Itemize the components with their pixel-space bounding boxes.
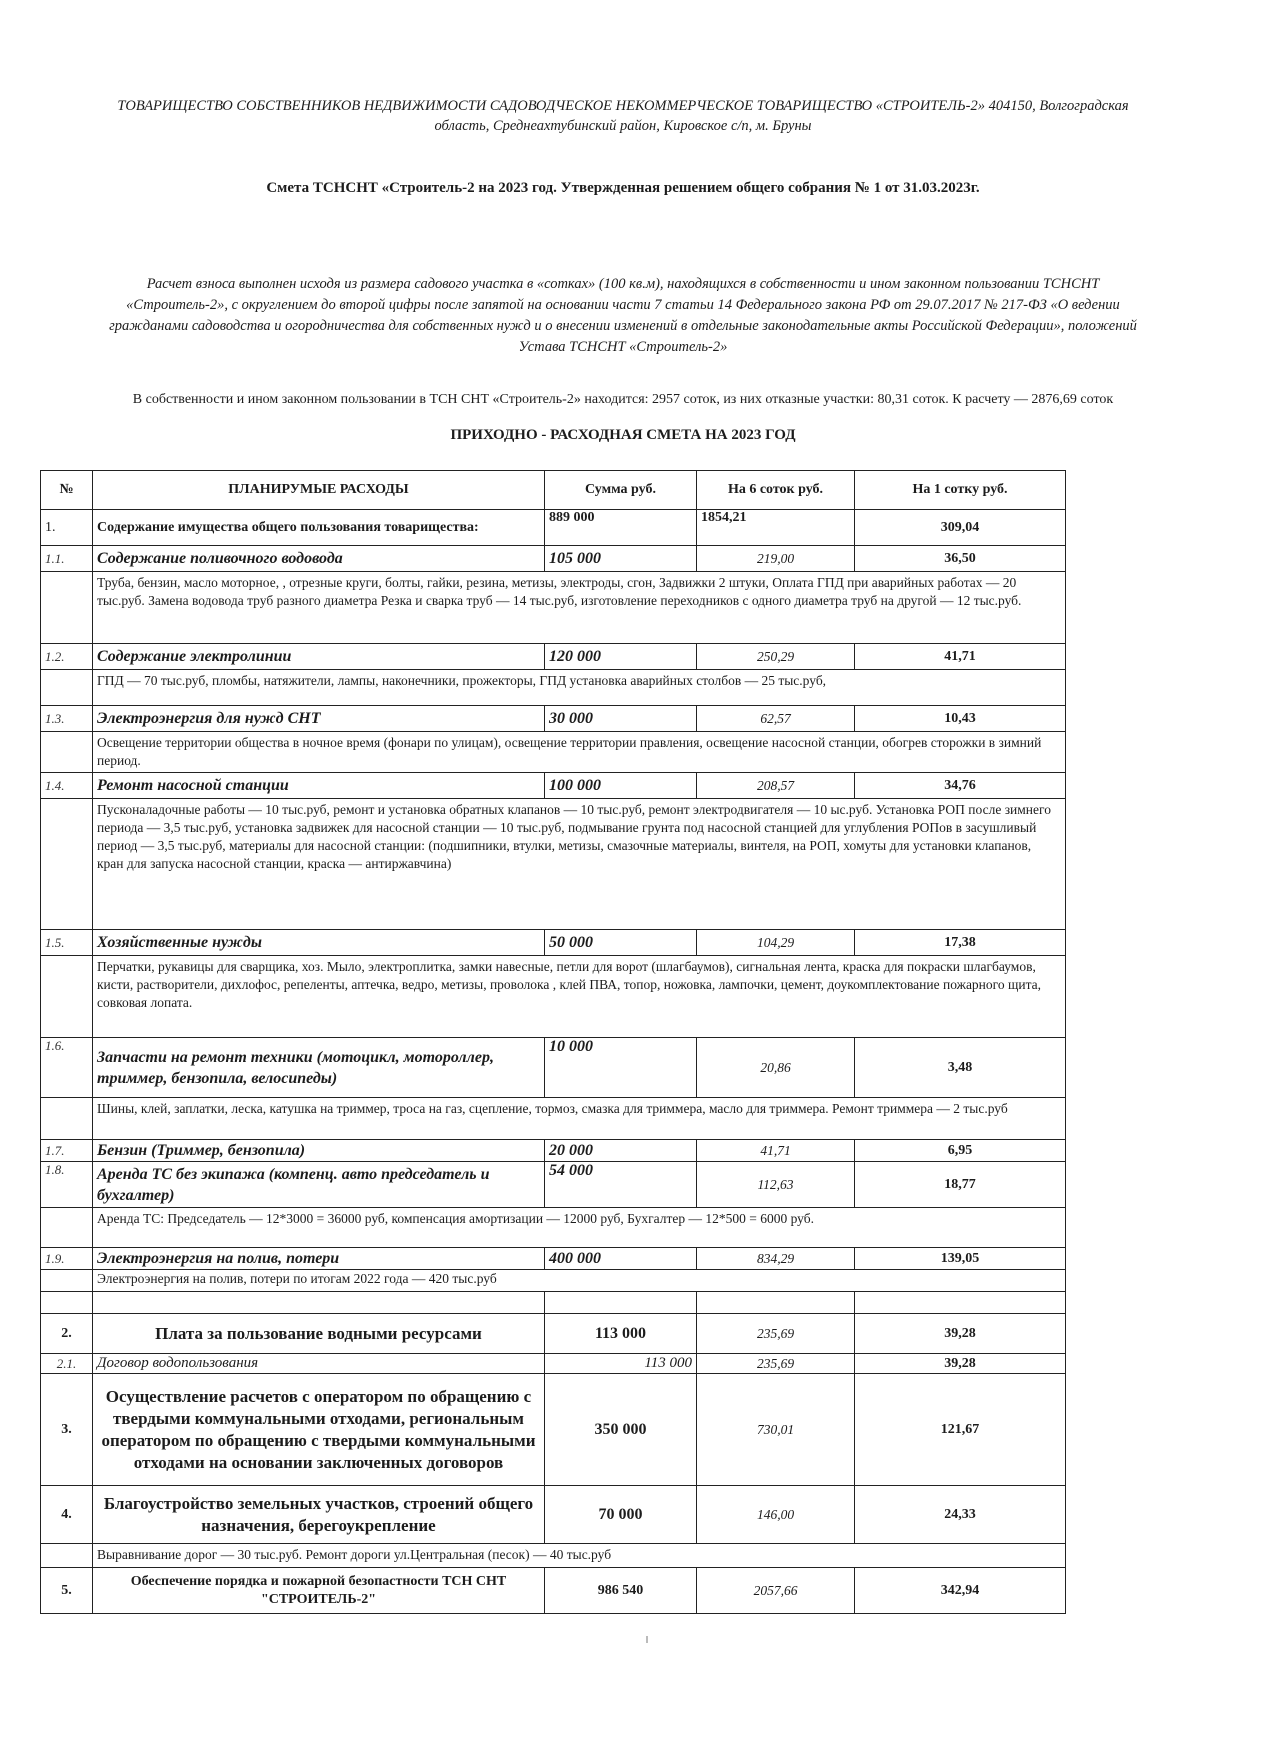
row-num: 2.: [41, 1314, 93, 1354]
row-num: 1.5.: [41, 930, 93, 956]
table-row: [41, 1486, 1066, 1544]
row-title: Электроэнергия для нужд СНТ: [93, 706, 545, 732]
row-per-1: 17,38: [855, 930, 1066, 956]
organization-header: [48, 96, 1198, 136]
row-title: Аренда ТС без экипажа (компенц. авто председатель и бухгалтер): [93, 1162, 545, 1208]
row-description: Пусконаладочные работы — 10 тыс.руб, ремонт и установка обратных клапанов — 10 тыс.руб, ремонт электродвигателя — 10 ыс.руб. Установка РОП после зимнего периода — 3,5 тыс.руб, установка задвижек для насосной станции — 10 тыс.руб, подмывание грунта под насосной станцией для углубления РОПов в засушливый период — 3,5 тыс.руб, материалы для насосной станции: (подшипники, втулки, метизы, смазочные материалы, винтеля, на РОП, хомуты для установки клапанов, кран для запуска насосной станции, краска — антиржавчина): [93, 799, 1066, 930]
row-description: ГПД — 70 тыс.руб, пломбы, натяжители, лампы, наконечники, прожекторы, ГПД установка аварийных столбов — 25 тыс.руб,: [93, 670, 1066, 706]
table-row: [41, 1162, 1066, 1208]
row-num: 1.6.: [41, 1038, 93, 1098]
row-num: 1.: [41, 510, 93, 546]
row-per-1: 39,28: [855, 1354, 1066, 1374]
row-num: 2.1.: [41, 1354, 93, 1374]
table-row-description: [41, 732, 1066, 773]
calculation-note: [48, 274, 1198, 358]
table-row: [41, 1354, 1066, 1374]
budget-table: [40, 470, 1066, 1614]
row-title: Благоустройство земельных участков, строений общего назначения, берегоукрепление: [93, 1486, 545, 1544]
row-sum: 30 000: [545, 706, 697, 732]
row-per-6: 250,29: [697, 644, 855, 670]
table-row: [41, 1374, 1066, 1486]
row-per-6: 2057,66: [697, 1568, 855, 1614]
row-sum: 70 000: [545, 1486, 697, 1544]
row-description: Освещение территории общества в ночное время (фонари по улицам), освещение территории правления, освещение насосной станции, обогрев сторожки в зимний период.: [93, 732, 1066, 773]
row-num: 3.: [41, 1374, 93, 1486]
row-num: 1.9.: [41, 1248, 93, 1270]
table-row-description: [41, 1098, 1066, 1140]
row-per-1: 41,71: [855, 644, 1066, 670]
table-header-row: [41, 471, 1066, 510]
table-row-description: [41, 1208, 1066, 1248]
table-row-description: [41, 1270, 1066, 1292]
row-per-1: 24,33: [855, 1486, 1066, 1544]
row-num: 1.7.: [41, 1140, 93, 1162]
row-sum: 54 000: [545, 1162, 697, 1208]
row-num: 5.: [41, 1568, 93, 1614]
row-title: Бензин (Триммер, бензопила): [93, 1140, 545, 1162]
row-per-1: 121,67: [855, 1374, 1066, 1486]
row-per-1: 18,77: [855, 1162, 1066, 1208]
row-per-1: 342,94: [855, 1568, 1066, 1614]
row-per-6: 235,69: [697, 1354, 855, 1374]
row-per-6: 208,57: [697, 773, 855, 799]
row-title: Содержание электролинии: [93, 644, 545, 670]
row-per-1: 3,48: [855, 1038, 1066, 1098]
row-description: Труба, бензин, масло моторное, , отрезные круги, болты, гайки, резина, метизы, электроды, сгон, Задвижки 2 штуки, Оплата ГПД при аварийных работах — 20 тыс.руб. Замена водовода труб разного диаметра Резка и сварка труб — 14 тыс.руб, изготовление переходников с одного диаметра труб на другой — 12 тыс.руб.: [93, 572, 1066, 644]
row-per-6: 235,69: [697, 1314, 855, 1354]
row-sum: 10 000: [545, 1038, 697, 1098]
row-per-6: 41,71: [697, 1140, 855, 1162]
header-sum: Сумма руб.: [545, 471, 697, 510]
table-row-description: [41, 956, 1066, 1038]
table-row: [41, 773, 1066, 799]
row-sum: 100 000: [545, 773, 697, 799]
row-description: Аренда ТС: Председатель — 12*3000 = 36000 руб, компенсация амортизации — 12000 руб, Бухгалтер — 12*500 = 6000 руб.: [93, 1208, 1066, 1248]
row-description: Электроэнергия на полив, потери по итогам 2022 года — 420 тыс.руб: [93, 1270, 1066, 1292]
budget-title: ПРИХОДНО - РАСХОДНАЯ СМЕТА НА 2023 ГОД: [450, 427, 796, 443]
table-row-description: [41, 1544, 1066, 1568]
row-per-1: 39,28: [855, 1314, 1066, 1354]
row-sum: 889 000: [545, 510, 697, 546]
table-row: [41, 1038, 1066, 1098]
row-sum: 113 000: [545, 1314, 697, 1354]
table-row-description: [41, 670, 1066, 706]
table-row: [41, 510, 1066, 546]
row-per-6: 62,57: [697, 706, 855, 732]
row-per-6: 20,86: [697, 1038, 855, 1098]
table-row: [41, 546, 1066, 572]
row-per-1: 6,95: [855, 1140, 1066, 1162]
table-row-description: [41, 799, 1066, 930]
row-title: Осуществление расчетов с оператором по обращению с твердыми коммунальными отходами, региональным оператором по обращению с твердыми коммунальными отходами на основании заключенных договоров: [93, 1374, 545, 1486]
table-row: [41, 1568, 1066, 1614]
row-title: Обеспечение порядка и пожарной безопастности ТСН СНТ "СТРОИТЕЛЬ-2": [93, 1568, 545, 1614]
row-description: Перчатки, рукавицы для сварщика, хоз. Мыло, электроплитка, замки навесные, петли для ворот (шлагбаумов), сигнальная лента, краска для покраски шлагбаумов, кисти, растворители, дихлофос, репеленты, аптечка, ведро, метизы, проволока , клей ПВА, топор, ножовка, лампочки, цемент, доукомплектование пожарного щита, совковая лопата.: [93, 956, 1066, 1038]
row-sum: 113 000: [545, 1354, 697, 1374]
header-num: №: [41, 471, 93, 510]
row-sum: 120 000: [545, 644, 697, 670]
row-sum: 105 000: [545, 546, 697, 572]
row-num: 1.4.: [41, 773, 93, 799]
row-sum: 20 000: [545, 1140, 697, 1162]
row-per-6: 1854,21: [697, 510, 855, 546]
note-line4: Устава ТСНСНТ «Строитель-2»: [518, 339, 728, 355]
row-title: Плата за пользование водными ресурсами: [93, 1314, 545, 1354]
row-per-6: 112,63: [697, 1162, 855, 1208]
row-sum: 50 000: [545, 930, 697, 956]
header-per-6: На 6 соток руб.: [697, 471, 855, 510]
row-sum: 400 000: [545, 1248, 697, 1270]
row-per-1: 309,04: [855, 510, 1066, 546]
note-line1: Расчет взноса выполнен исходя из размера садового участка в «сотках» (100 кв.м), находящихся в собственности и ином законном пользовании ТСНСНТ: [146, 276, 1100, 292]
smeta-title: Смета ТСНСНТ «Строитель-2 на 2023 год. Утвержденная решением общего собрания № 1 от 31.03.2023г.: [266, 180, 980, 196]
table-row: [41, 930, 1066, 956]
row-per-1: 34,76: [855, 773, 1066, 799]
row-title: Хозяйственные нужды: [93, 930, 545, 956]
row-per-6: 146,00: [697, 1486, 855, 1544]
row-per-6: 730,01: [697, 1374, 855, 1486]
table-row-description: [41, 572, 1066, 644]
row-title: Договор водопользования: [93, 1354, 545, 1374]
org-header-line1: ТОВАРИЩЕСТВО СОБСТВЕННИКОВ НЕДВИЖИМОСТИ САДОВОДЧЕСКОЕ НЕКОММЕРЧЕСКОЕ ТОВАРИЩЕСТВО «СТРОИТЕЛЬ-2» 404150, Волгоградская: [117, 98, 1129, 114]
table-row: [41, 706, 1066, 732]
row-title: Запчасти на ремонт техники (мотоцикл, мотороллер, триммер, бензопила, велосипеды): [93, 1038, 545, 1098]
table-row: [41, 1314, 1066, 1354]
header-expenses: ПЛАНИРУМЫЕ РАСХОДЫ: [93, 471, 545, 510]
row-per-6: 834,29: [697, 1248, 855, 1270]
row-per-1: 10,43: [855, 706, 1066, 732]
table-row: [41, 1140, 1066, 1162]
row-title: Содержание имущества общего пользования товарищества:: [93, 510, 545, 546]
row-description: Шины, клей, заплатки, леска, катушка на триммер, троса на газ, сцепление, тормоз, смазка для триммера, масло для триммера. Ремонт триммера — 2 тыс.руб: [93, 1098, 1066, 1140]
row-per-6: 104,29: [697, 930, 855, 956]
area-summary: В собственности и ином законном пользовании в ТСН СНТ «Строитель-2» находится: 2957 соток, из них отказные участки: 80,31 соток. К расчету — 2876,69 соток: [132, 392, 1114, 407]
row-sum: 986 540: [545, 1568, 697, 1614]
row-description: Выравнивание дорог — 30 тыс.руб. Ремонт дороги ул.Центральная (песок) — 40 тыс.руб: [93, 1544, 1066, 1568]
row-num: 1.8.: [41, 1162, 93, 1208]
row-title: Ремонт насосной станции: [93, 773, 545, 799]
table-row-empty: [41, 1292, 1066, 1314]
note-line3: гражданами садоводства и огородничества для собственных нужд и о внесении изменений в отдельные законодательные акты Российской Федерации», положений: [109, 318, 1137, 334]
row-title: Электроэнергия на полив, потери: [93, 1248, 545, 1270]
scan-mark: [646, 1636, 648, 1643]
row-per-1: 36,50: [855, 546, 1066, 572]
row-sum: 350 000: [545, 1374, 697, 1486]
row-num: 1.1.: [41, 546, 93, 572]
row-per-6: 219,00: [697, 546, 855, 572]
row-num: 4.: [41, 1486, 93, 1544]
row-title: Содержание поливочного водовода: [93, 546, 545, 572]
row-num: 1.2.: [41, 644, 93, 670]
table-row: [41, 644, 1066, 670]
header-per-1: На 1 сотку руб.: [855, 471, 1066, 510]
note-line2: «Строитель-2», с округлением до второй цифры после запятой на основании части 7 статьи 14 Федерального закона РФ от 29.07.2017 № 217-ФЗ «О ведении: [126, 297, 1120, 313]
row-per-1: 139,05: [855, 1248, 1066, 1270]
row-num: 1.3.: [41, 706, 93, 732]
table-row: [41, 1248, 1066, 1270]
org-header-line2: область, Среднеахтубинский район, Кировское с/п, м. Бруны: [434, 118, 812, 134]
